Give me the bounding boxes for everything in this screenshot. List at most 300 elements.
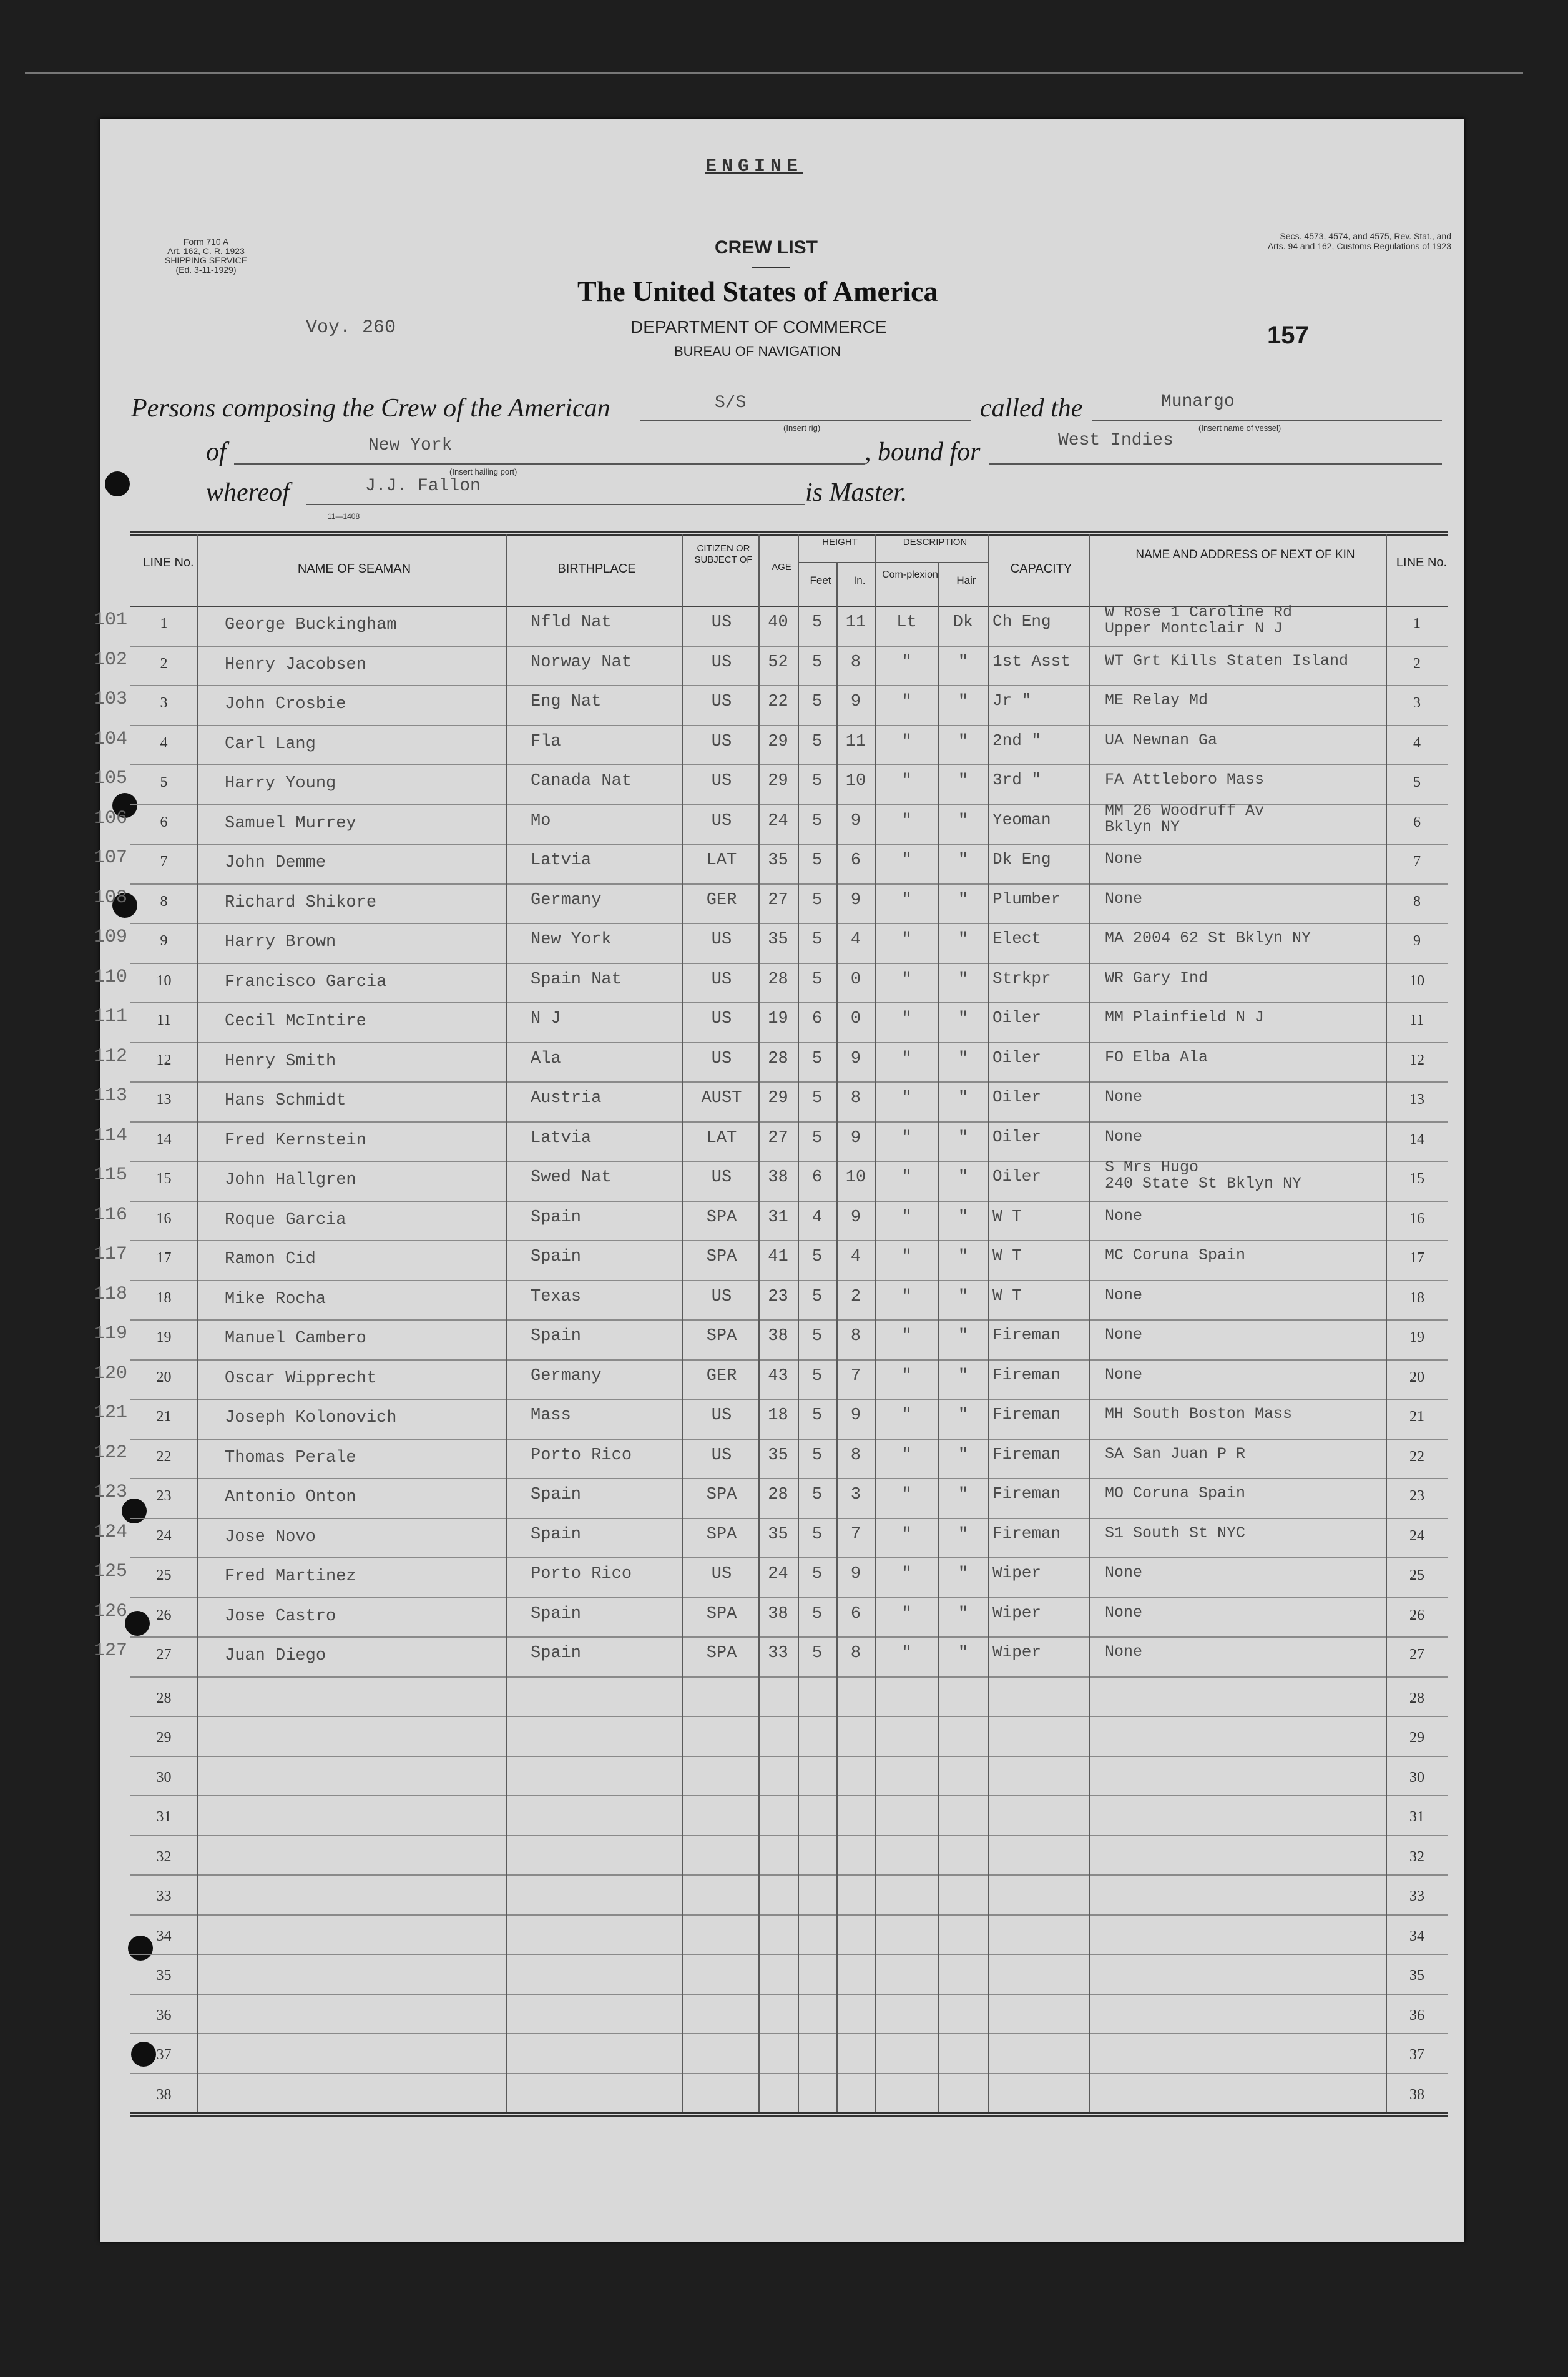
line-number: 31 [156, 1809, 172, 1825]
line-number: 9 [160, 933, 168, 949]
capacity: Plumber [992, 889, 1061, 908]
hair: " [958, 1644, 969, 1663]
table-row-rule [130, 2115, 1448, 2117]
table-row-rule [130, 764, 1448, 765]
form-service: SHIPPING SERVICE [164, 255, 247, 265]
line-number: 24 [156, 1527, 172, 1544]
line-number-right: 12 [1409, 1051, 1424, 1068]
complexion: " [901, 1445, 912, 1465]
birthplace: New York [531, 930, 612, 949]
seaman-name: Cecil McIntire [225, 1012, 366, 1031]
height-feet: 5 [811, 851, 823, 870]
height-inches: 0 [850, 1010, 861, 1028]
age: 38 [768, 1604, 788, 1623]
margin-number: 125 [94, 1561, 128, 1582]
height-feet: 5 [811, 1128, 823, 1148]
citizenship: US [711, 970, 732, 989]
seaman-name: Hans Schmidt [225, 1091, 346, 1110]
margin-number: 120 [94, 1362, 128, 1384]
height-inches: 9 [850, 1208, 861, 1227]
age: 27 [768, 1128, 788, 1148]
margin-number: 126 [94, 1600, 128, 1622]
table-row-rule [130, 1399, 1448, 1400]
margin-number: 102 [94, 649, 128, 671]
seaman-name: Jose Novo [225, 1527, 316, 1547]
complexion: " [901, 970, 912, 989]
col-header-name: NAME OF SEAMAN [297, 562, 411, 576]
table-row-rule [130, 1835, 1448, 1836]
next-of-kin: None [1105, 1206, 1143, 1225]
birthplace: Norway Nat [531, 652, 632, 672]
margin-number: 104 [94, 728, 128, 750]
capacity: Fireman [992, 1484, 1061, 1503]
citizenship: US [711, 613, 732, 632]
seaman-name: Harry Brown [225, 933, 336, 952]
capacity: Fireman [992, 1326, 1061, 1344]
birthplace: Spain [531, 1604, 582, 1623]
capacity: W T [992, 1206, 1022, 1226]
height-feet: 5 [811, 652, 823, 672]
height-inches: 6 [850, 1604, 861, 1623]
line-number: 15 [156, 1171, 172, 1187]
complexion: " [901, 732, 912, 751]
capacity: 3rd " [992, 770, 1042, 789]
col-header-citizen: CITIZEN OR SUBJECT OF [694, 543, 753, 565]
margin-number: 106 [94, 807, 128, 829]
line-number-right: 24 [1409, 1527, 1424, 1544]
next-of-kin: None [1105, 1127, 1143, 1146]
height-feet: 5 [811, 1406, 823, 1425]
complexion: " [901, 1406, 912, 1425]
margin-number: 105 [94, 768, 128, 789]
margin-number: 103 [94, 689, 128, 710]
next-of-kin: None [1105, 1643, 1143, 1661]
next-of-kin: None [1105, 850, 1143, 868]
line-number: 36 [156, 2007, 172, 2024]
complexion: " [901, 772, 912, 790]
hair: " [958, 1208, 969, 1227]
line-number-right: 14 [1409, 1131, 1424, 1148]
height-feet: 6 [811, 1168, 823, 1187]
height-inches: 10 [845, 772, 866, 790]
age: 52 [768, 652, 788, 672]
seaman-name: Henry Smith [225, 1051, 336, 1071]
line-number-right: 4 [1413, 734, 1421, 751]
line-number-right: 32 [1409, 1848, 1424, 1865]
height-inches: 8 [850, 1644, 861, 1663]
seaman-name: Jose Castro [225, 1607, 336, 1626]
complexion: " [901, 1366, 912, 1385]
height-feet: 5 [811, 1525, 823, 1544]
line-number-right: 17 [1409, 1250, 1424, 1266]
citizenship: LAT [706, 851, 737, 870]
table-row-rule [130, 1716, 1448, 1717]
height-feet: 5 [811, 890, 823, 910]
table-row-rule [130, 685, 1448, 686]
table-row-rule [130, 2112, 1448, 2114]
complexion: " [901, 1565, 912, 1583]
next-of-kin: W Rose 1 Caroline Rd [1105, 603, 1293, 621]
line-number: 22 [156, 1448, 172, 1465]
next-of-kin: S1 South St NYC [1105, 1523, 1246, 1542]
age: 18 [768, 1406, 788, 1425]
height-inches: 11 [845, 613, 866, 632]
table-row-rule [130, 1636, 1448, 1638]
height-inches: 0 [850, 970, 861, 989]
voyage-number: Voy. 260 [306, 317, 396, 338]
birthplace: Nfld Nat [531, 613, 612, 632]
height-feet: 5 [811, 1248, 823, 1266]
table-row-rule [130, 1795, 1448, 1796]
age: 35 [768, 1525, 788, 1544]
height-inches: 7 [850, 1366, 861, 1385]
col-header-capacity: CAPACITY [1010, 562, 1072, 576]
height-feet: 5 [811, 811, 823, 830]
line-number: 11 [156, 1012, 172, 1028]
hair: " [958, 1565, 969, 1583]
table-column-rule [506, 534, 507, 2112]
capacity: Wiper [992, 1603, 1042, 1622]
seaman-name: John Hallgren [225, 1171, 356, 1189]
col-header-age: AGE [772, 562, 791, 573]
next-of-kin: None [1105, 1286, 1143, 1304]
age: 29 [768, 732, 788, 751]
seaman-name: George Buckingham [225, 616, 397, 634]
line-number: 37 [156, 2047, 172, 2063]
complexion: " [901, 1089, 912, 1108]
table-row-rule [130, 2033, 1448, 2034]
line-number-right: 20 [1409, 1369, 1424, 1385]
next-of-kin-address: 240 State St Bklyn NY [1105, 1174, 1302, 1193]
birthplace: Spain Nat [531, 970, 622, 989]
table-row-rule [130, 1359, 1448, 1361]
line-number-right: 27 [1409, 1646, 1424, 1663]
hailing-port: New York [368, 436, 453, 455]
col-header-next-of-kin: NAME AND ADDRESS OF NEXT OF KIN [1135, 548, 1355, 561]
capacity: Oiler [992, 1088, 1042, 1106]
margin-number: 108 [94, 887, 128, 908]
table-row-rule [875, 562, 988, 563]
age: 33 [768, 1644, 788, 1663]
whereof-text: whereof [206, 478, 290, 507]
height-feet: 6 [811, 1010, 823, 1028]
hair: " [958, 652, 969, 672]
rig-hint: (Insert rig) [783, 423, 821, 433]
birthplace: Eng Nat [531, 692, 602, 711]
height-feet: 5 [811, 1604, 823, 1623]
capacity: Elect [992, 929, 1042, 948]
citizenship: US [711, 1287, 732, 1306]
birthplace: Germany [531, 890, 602, 910]
line-number-right: 16 [1409, 1210, 1424, 1227]
seaman-name: Roque Garcia [225, 1210, 346, 1229]
table-row-rule [130, 844, 1448, 845]
destination: West Indies [1058, 431, 1174, 450]
line-number: 25 [156, 1567, 172, 1583]
line-number-right: 25 [1409, 1567, 1424, 1583]
next-of-kin: MO Coruna Spain [1105, 1484, 1246, 1502]
seaman-name: Thomas Perale [225, 1448, 356, 1467]
citizenship: SPA [706, 1327, 737, 1346]
seaman-name: Juan Diego [225, 1646, 326, 1665]
height-inches: 6 [850, 851, 861, 870]
line-number-right: 37 [1409, 2047, 1424, 2063]
line-number: 27 [156, 1646, 172, 1663]
height-inches: 9 [850, 692, 861, 711]
birthplace: Fla [531, 732, 561, 751]
age: 29 [768, 1089, 788, 1108]
next-of-kin: MM 26 Woodruff Av [1105, 801, 1265, 820]
form-number: Form 710 A [183, 237, 229, 247]
hair: " [958, 1287, 969, 1306]
line-number-right: 30 [1409, 1769, 1424, 1786]
crew-table [94, 119, 1464, 2242]
citizenship: GER [706, 890, 737, 910]
complexion: " [901, 1644, 912, 1663]
line-number-right: 26 [1409, 1607, 1424, 1623]
age: 28 [768, 1049, 788, 1068]
hair: " [958, 1010, 969, 1028]
seaman-name: Fred Kernstein [225, 1131, 366, 1150]
height-inches: 8 [850, 1445, 861, 1465]
margin-number: 115 [94, 1164, 128, 1186]
margin-number: 113 [94, 1085, 128, 1106]
table-column-rule [1386, 534, 1387, 2112]
bound-text: , bound for [865, 438, 981, 466]
table-row-rule [130, 1319, 1448, 1321]
next-of-kin: FA Attleboro Mass [1105, 770, 1265, 789]
height-feet: 5 [811, 1089, 823, 1108]
hair: " [958, 930, 969, 949]
complexion: Lt [896, 613, 917, 632]
age: 28 [768, 970, 788, 989]
line-number: 26 [156, 1607, 172, 1623]
next-of-kin: UA Newnan Ga [1105, 731, 1218, 749]
complexion: " [901, 1128, 912, 1148]
height-feet: 5 [811, 1366, 823, 1385]
age: 23 [768, 1287, 788, 1306]
hair: " [958, 692, 969, 711]
scan-edge-line [25, 72, 1523, 74]
country-title: The United States of America [577, 275, 938, 307]
age: 29 [768, 772, 788, 790]
capacity: W T [992, 1246, 1022, 1265]
capacity: Fireman [992, 1365, 1061, 1384]
margin-number: 117 [94, 1244, 128, 1265]
height-inches: 2 [850, 1287, 861, 1306]
next-of-kin: None [1105, 889, 1143, 908]
citizenship: US [711, 1049, 732, 1068]
next-of-kin: FO Elba Ala [1105, 1048, 1208, 1066]
citizenship: US [711, 1445, 732, 1465]
hair: " [958, 1128, 969, 1148]
hair: " [958, 1604, 969, 1623]
height-feet: 5 [811, 1445, 823, 1465]
capacity: Fireman [992, 1523, 1061, 1543]
age: 28 [768, 1485, 788, 1504]
table-column-rule [197, 534, 198, 2112]
complexion: " [901, 1208, 912, 1227]
age: 43 [768, 1366, 788, 1385]
line-number-right: 21 [1409, 1409, 1424, 1425]
height-inches: 3 [850, 1485, 861, 1504]
height-feet: 5 [811, 613, 823, 632]
citizenship: US [711, 1010, 732, 1028]
next-of-kin: SA San Juan P R [1105, 1444, 1246, 1463]
capacity: W T [992, 1286, 1022, 1305]
capacity: Jr " [992, 691, 1032, 710]
col-header-hair: Hair [956, 574, 976, 586]
capacity: Strkpr [992, 968, 1051, 988]
hair: " [958, 1049, 969, 1068]
complexion: " [901, 1525, 912, 1544]
crew-list-heading: CREW LIST [715, 237, 818, 258]
line-number: 30 [156, 1769, 172, 1786]
table-row-rule [130, 1954, 1448, 1955]
height-feet: 5 [811, 930, 823, 949]
line-number-right: 5 [1413, 774, 1421, 790]
height-feet: 5 [811, 1565, 823, 1583]
crew-list-document [94, 119, 1464, 2242]
line-number: 4 [160, 734, 168, 751]
table-row-rule [130, 1121, 1448, 1123]
vessel-hint: (Insert name of vessel) [1198, 423, 1281, 433]
citizenship: GER [706, 1366, 737, 1385]
birthplace: Mo [531, 811, 551, 830]
hair: " [958, 1366, 969, 1385]
form-article: Art. 162, C. R. 1923 [167, 246, 245, 256]
birthplace: Porto Rico [531, 1565, 632, 1583]
citizenship: US [711, 772, 732, 790]
col-header-line-no: LINE No. [143, 556, 194, 569]
height-feet: 5 [811, 1287, 823, 1306]
line-number-right: 6 [1413, 814, 1421, 830]
next-of-kin: S Mrs Hugo [1105, 1158, 1199, 1176]
master-text: is Master. [805, 478, 908, 507]
margin-number: 124 [94, 1521, 128, 1543]
height-inches: 9 [850, 1128, 861, 1148]
seaman-name: Fred Martinez [225, 1567, 356, 1586]
citizenship: US [711, 692, 732, 711]
line-number-right: 2 [1413, 655, 1421, 672]
line-number-right: 34 [1409, 1927, 1424, 1944]
next-of-kin: WR Gary Ind [1105, 968, 1208, 987]
margin-number: 114 [94, 1125, 128, 1146]
vessel-name: Munargo [1161, 392, 1235, 411]
line-number: 18 [156, 1289, 172, 1306]
age: 41 [768, 1248, 788, 1266]
birthplace: Spain [531, 1248, 582, 1266]
table-row-rule [130, 1597, 1448, 1598]
line-number-right: 18 [1409, 1289, 1424, 1306]
col-header-birthplace: BIRTHPLACE [557, 562, 636, 576]
capacity: Wiper [992, 1563, 1042, 1582]
line-number: 13 [156, 1091, 172, 1108]
height-inches: 4 [850, 930, 861, 949]
seaman-name: Oscar Wipprecht [225, 1369, 377, 1388]
citizenship: LAT [706, 1128, 737, 1148]
line-number-right: 29 [1409, 1730, 1424, 1746]
birthplace: Latvia [531, 1128, 592, 1148]
margin-number: 116 [94, 1204, 128, 1226]
capacity: Dk Eng [992, 850, 1051, 869]
hair: Dk [953, 613, 974, 632]
hair: " [958, 851, 969, 870]
hair: " [958, 1168, 969, 1187]
seaman-name: Joseph Kolonovich [225, 1409, 397, 1427]
birthplace: Ala [531, 1049, 561, 1068]
line-number: 19 [156, 1329, 172, 1346]
next-of-kin-address: Upper Montclair N J [1105, 619, 1283, 637]
bureau-title: BUREAU OF NAVIGATION [674, 343, 841, 359]
capacity: Oiler [992, 1008, 1042, 1027]
complexion: " [901, 1010, 912, 1028]
height-inches: 11 [845, 732, 866, 751]
hair: " [958, 772, 969, 790]
birthplace: Canada Nat [531, 772, 632, 790]
seaman-name: John Crosbie [225, 695, 346, 714]
line-number-right: 31 [1409, 1809, 1424, 1825]
age: 40 [768, 613, 788, 632]
citizenship: SPA [706, 1248, 737, 1266]
seaman-name: Samuel Murrey [225, 814, 356, 833]
seaman-name: Carl Lang [225, 734, 316, 754]
line-number-right: 38 [1409, 2086, 1424, 2103]
of-text: of [206, 438, 227, 466]
line-number-right: 11 [1409, 1012, 1424, 1028]
height-feet: 5 [811, 1049, 823, 1068]
birthplace: Porto Rico [531, 1445, 632, 1465]
next-of-kin: MA 2004 62 St Bklyn NY [1105, 929, 1311, 947]
age: 35 [768, 851, 788, 870]
table-column-rule [988, 534, 989, 2112]
line-number: 23 [156, 1488, 172, 1504]
birthplace: Mass [531, 1406, 571, 1425]
statute-line-1: Secs. 4573, 4574, and 4575, Rev. Stat., and [1280, 231, 1451, 241]
height-inches: 9 [850, 1565, 861, 1583]
capacity: Oiler [992, 1167, 1042, 1186]
line-number: 10 [156, 972, 172, 989]
complexion: " [901, 1604, 912, 1623]
next-of-kin: WT Grt Kills Staten Island [1105, 651, 1349, 670]
height-inches: 9 [850, 1406, 861, 1425]
citizenship: SPA [706, 1485, 737, 1504]
table-row-rule [130, 923, 1448, 924]
height-feet: 5 [811, 970, 823, 989]
table-row-rule [130, 1676, 1448, 1678]
next-of-kin: None [1105, 1563, 1143, 1582]
line-number: 3 [160, 695, 168, 711]
table-row-rule [130, 531, 1448, 533]
height-inches: 4 [850, 1248, 861, 1266]
margin-number: 109 [94, 927, 128, 948]
complexion: " [901, 890, 912, 910]
table-row-rule [130, 1874, 1448, 1876]
complexion: " [901, 692, 912, 711]
line-number-right: 3 [1413, 695, 1421, 711]
margin-number: 110 [94, 966, 128, 988]
line-number: 38 [156, 2086, 172, 2103]
line-number-right: 35 [1409, 1967, 1424, 1984]
table-row-rule [130, 883, 1448, 885]
birthplace: N J [531, 1010, 561, 1028]
table-row-rule [130, 2073, 1448, 2074]
complexion: " [901, 652, 912, 672]
line-number-right: 36 [1409, 2007, 1424, 2024]
height-inches: 7 [850, 1525, 861, 1544]
capacity: 1st Asst [992, 651, 1071, 671]
seaman-name: Henry Jacobsen [225, 655, 366, 674]
